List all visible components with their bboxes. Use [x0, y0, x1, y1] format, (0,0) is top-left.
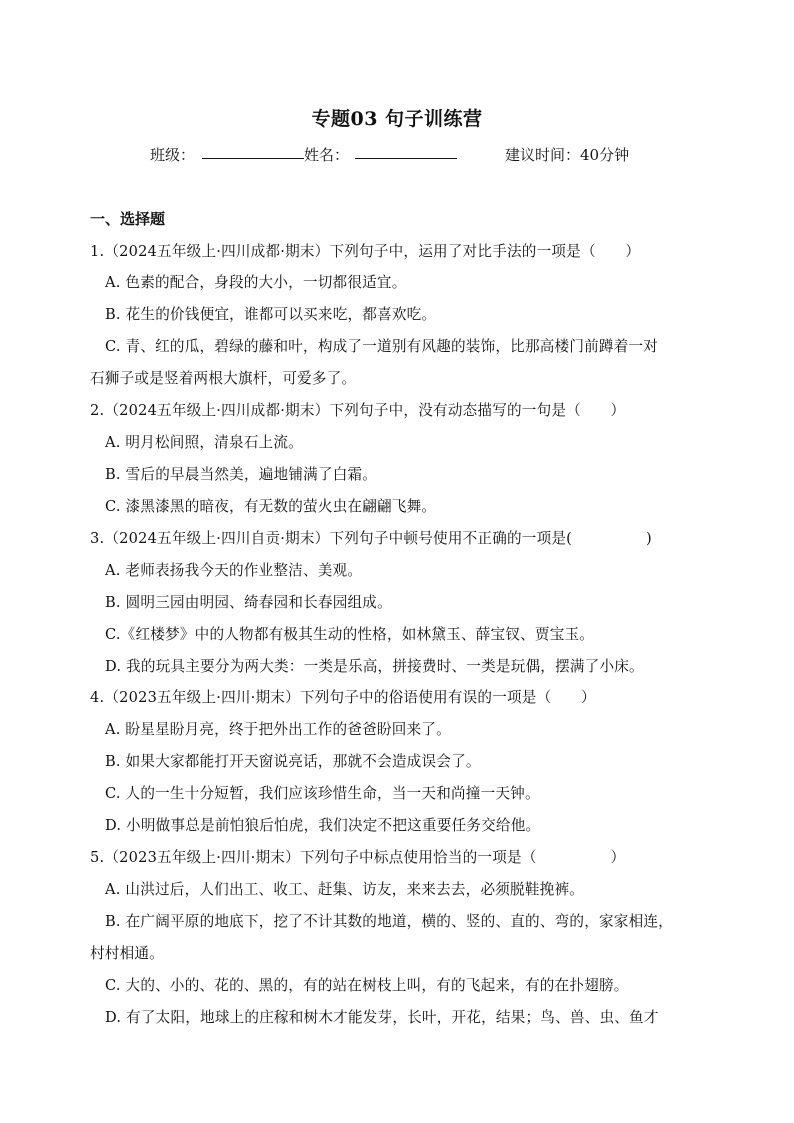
section-title: 一、选择题 — [90, 210, 166, 228]
option-1c-continued: 石狮子或是竖着两根大旗杆，可爱多了。 — [90, 370, 357, 387]
option-5b-continued: 村村相通。 — [90, 945, 164, 962]
option-3d: D. 我的玩具主要分为两大类：一类是乐高，拼接费时、一类是玩偶，摆满了小床。 — [105, 658, 644, 675]
option-1b: B. 花生的价钱便宜，谁都可以买来吃，都喜欢吃。 — [105, 306, 437, 323]
question-stem-2: 2.（2024五年级上·四川成都·期末）下列句子中，没有动态描写的一句是（ ） — [90, 402, 626, 419]
option-1a: A. 色素的配合，身段的大小，一切都很适宜。 — [105, 274, 407, 291]
option-5c: C. 大的、小的、花的、黑的，有的站在树枝上叫，有的飞起来，有的在扑翅膀。 — [105, 977, 629, 994]
option-2b: B. 雪后的早晨当然美，遍地铺满了白霜。 — [105, 466, 378, 483]
question-stem-4: 4.（2023五年级上·四川·期末）下列句子中的俗语使用有误的一项是（ ） — [90, 689, 596, 706]
option-5a: A. 山洪过后，人们出工、收工、赶集、访友，来来去去，必须脱鞋挽裤。 — [105, 881, 585, 898]
option-4d: D. 小明做事总是前怕狼后怕虎，我们决定不把这重要任务交给他。 — [105, 817, 541, 834]
class-blank — [202, 144, 304, 163]
name-blank — [355, 144, 457, 163]
option-5d: D. 有了太阳，地球上的庄稼和树木才能发芽，长叶，开花，结果；鸟、兽、虫、鱼才 — [105, 1009, 659, 1026]
option-4b: B. 如果大家都能打开天窗说亮话，那就不会造成误会了。 — [105, 753, 481, 770]
question-stem-5: 5.（2023五年级上·四川·期末）下列句子中标点使用恰当的一项是（ ） — [90, 849, 626, 866]
option-2c: C. 漆黑漆黑的暗夜，有无数的萤火虫在翩翩飞舞。 — [105, 498, 437, 515]
time-suggestion: 建议时间：40分钟 — [505, 146, 630, 164]
option-3a: A. 老师表扬我今天的作业整洁、美观。 — [105, 562, 363, 579]
option-4a: A. 盼星星盼月亮，终于把外出工作的爸爸盼回来了。 — [105, 721, 451, 738]
option-5b: B. 在广阔平原的地底下，挖了不计其数的地道，横的、竖的、直的、弯的，家家相连， — [105, 913, 673, 930]
question-stem-3: 3.（2024五年级上·四川自贡·期末）下列句子中顿号使用不正确的一项是( ) — [90, 530, 652, 547]
class-label: 班级： — [150, 146, 196, 164]
option-1c: C. 青、红的瓜，碧绿的藤和叶，构成了一道别有风趣的装饰，比那高楼门前蹲着一对 — [105, 338, 659, 355]
option-4c: C. 人的一生十分短暂，我们应该珍惜生命，当一天和尚撞一天钟。 — [105, 785, 540, 802]
page-title: 专题03 句子训练营 — [311, 108, 483, 130]
student-info-row — [150, 144, 710, 168]
name-label: 姓名： — [304, 146, 350, 164]
option-2a: A. 明月松间照，清泉石上流。 — [105, 434, 303, 451]
question-stem-1: 1.（2024五年级上·四川成都·期末）下列句子中，运用了对比手法的一项是（ ） — [90, 243, 641, 260]
option-3c: C.《红楼梦》中的人物都有极其生动的性格，如林黛玉、薛宝钗、贾宝玉。 — [105, 626, 595, 643]
option-3b: B. 圆明三园由明园、绮春园和长春园组成。 — [105, 594, 392, 611]
